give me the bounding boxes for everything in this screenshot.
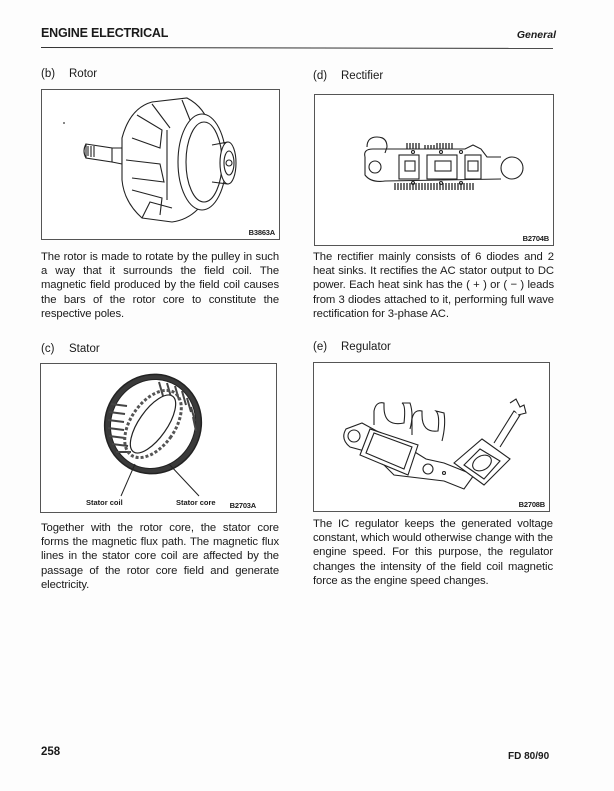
model-label: FD 80/90 bbox=[508, 751, 550, 762]
stator-heading bbox=[41, 343, 100, 355]
rectifier-illustration bbox=[315, 95, 553, 245]
rotor-figure bbox=[41, 89, 280, 240]
stator-label: (c) bbox=[41, 343, 55, 355]
stator-title: Stator bbox=[69, 343, 100, 355]
stator-description: Together with the rotor core, the stator core forms the magnetic flux path. The magnetic flux lines in the stator core coil are affected by the passage of the rotor core field and generate electricity. bbox=[41, 522, 279, 591]
page-number: 258 bbox=[41, 746, 61, 758]
rotor-illustration bbox=[42, 90, 279, 239]
regulator-figure bbox=[313, 362, 550, 512]
regulator-illustration bbox=[314, 363, 549, 511]
rectifier-title: Rectifier bbox=[341, 70, 384, 82]
stator-core-callout: Stator core bbox=[176, 498, 216, 507]
rotor-heading bbox=[41, 68, 97, 80]
regulator-figure-code: B2708B bbox=[518, 500, 545, 509]
rotor-description: The rotor is made to rotate by the pulley in such a way that it surrounds the field coil. The magnetic field produced by the field coil causes the bars of the rotor core to constitute the respective poles. bbox=[41, 251, 279, 320]
rotor-label: (b) bbox=[41, 68, 56, 80]
subsection-header: General bbox=[516, 29, 556, 41]
stator-illustration bbox=[41, 364, 276, 512]
regulator-title: Regulator bbox=[341, 341, 391, 353]
rectifier-heading bbox=[313, 70, 383, 82]
header-rule bbox=[41, 47, 553, 49]
stator-figure bbox=[40, 363, 277, 513]
rotor-figure-code: B3863A bbox=[248, 228, 275, 237]
rotor-title: Rotor bbox=[69, 68, 98, 80]
section-header: ENGINE ELECTRICAL bbox=[41, 26, 169, 40]
rectifier-description: The rectifier mainly consists of 6 diodes and 2 heat sinks. It rectifies the AC stator output to DC power. Each heat sink has the ( + ) or ( − ) leads from 3 diodes attached to it, performing full wave rectification for 3-phase AC. bbox=[313, 251, 554, 320]
stator-coil-callout: Stator coil bbox=[86, 498, 123, 507]
regulator-heading bbox=[313, 341, 391, 353]
regulator-description: The IC regulator keeps the generated voltage constant, which would otherwise change with the engine speed. For this purpose, the regulator changes the intensity of the field coil magnetic force as the engine speed changes. bbox=[313, 518, 553, 587]
rectifier-label: (d) bbox=[313, 70, 328, 82]
rectifier-figure-code: B2704B bbox=[522, 234, 549, 243]
regulator-label: (e) bbox=[313, 341, 328, 353]
rectifier-figure bbox=[314, 94, 554, 246]
stator-figure-code: B2703A bbox=[229, 501, 256, 510]
